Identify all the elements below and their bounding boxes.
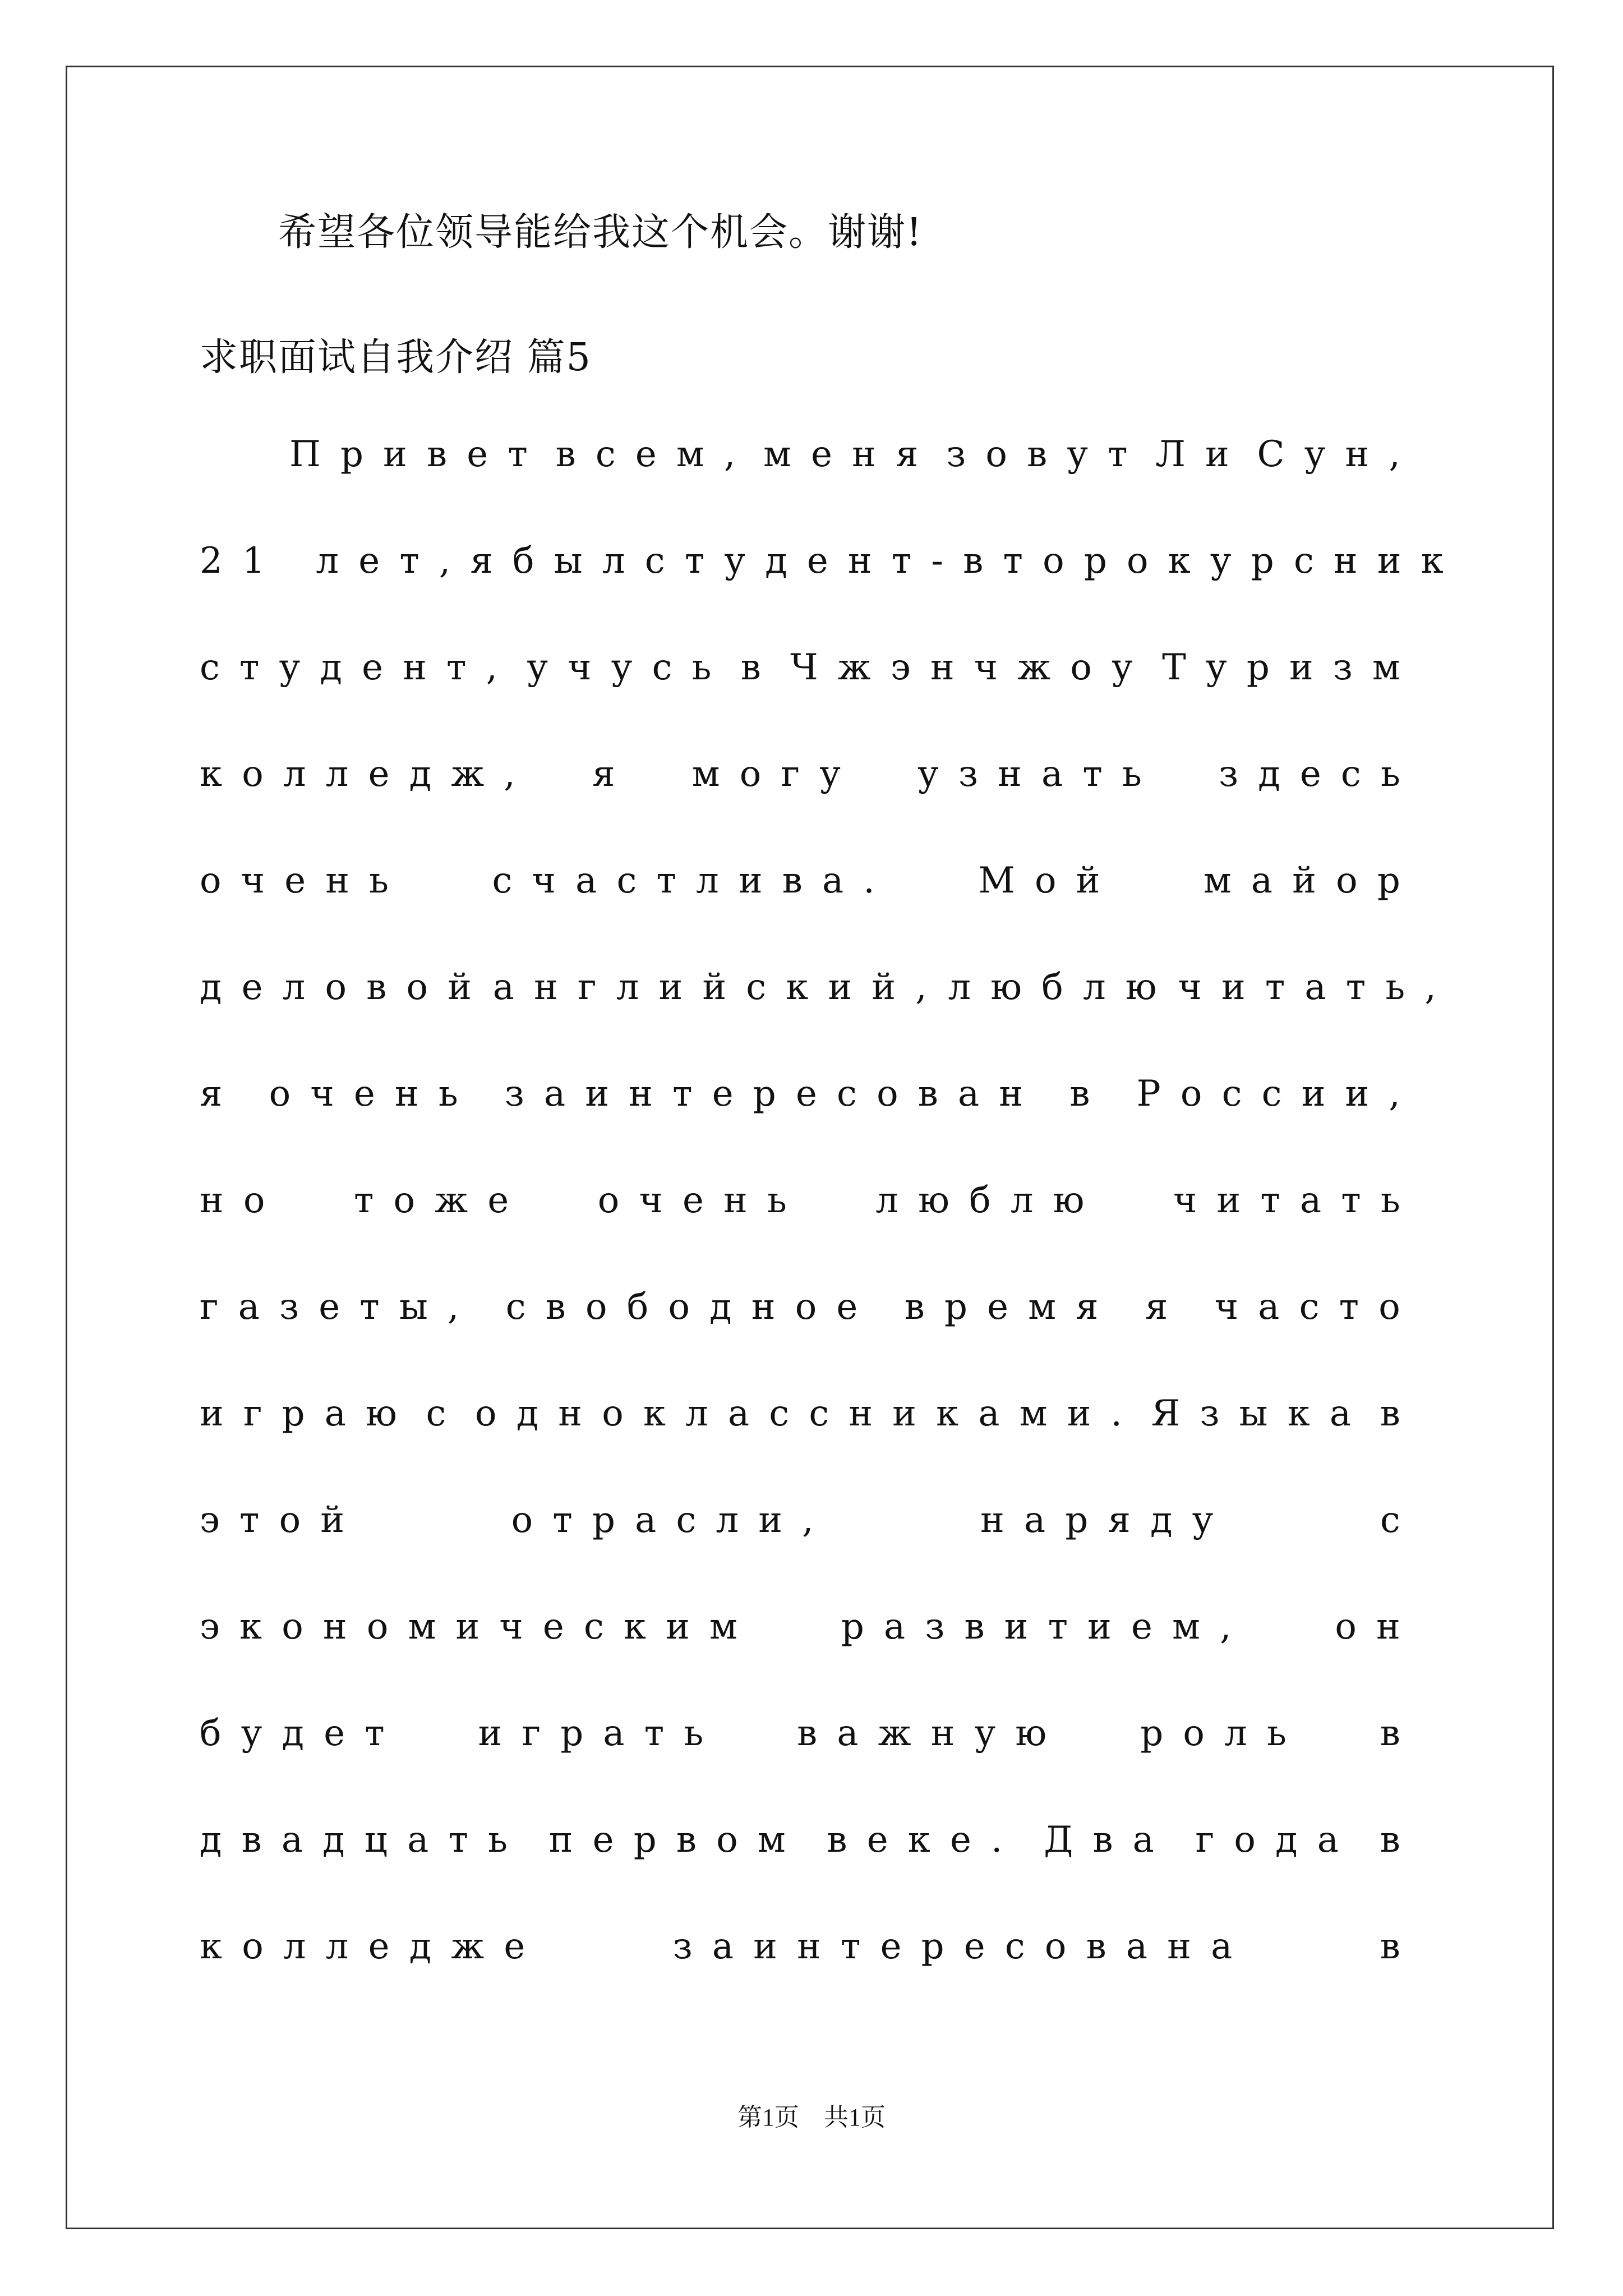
body-word: наряду <box>980 1499 1233 1541</box>
body-word: одноклассниками. <box>475 1393 1142 1434</box>
body-word: газеты, <box>200 1286 479 1328</box>
body-word: Мой <box>978 860 1120 901</box>
body-line <box>200 1918 1420 1975</box>
body-word: Туризм <box>1162 647 1420 688</box>
section-heading: 求职面试自我介绍 篇5 <box>200 335 592 380</box>
body-word: меня <box>763 434 938 475</box>
body-word: был <box>513 540 645 582</box>
body-word: английский, <box>492 967 947 1008</box>
body-word: в <box>1380 1819 1420 1861</box>
body-word: зовут <box>946 434 1147 475</box>
closing-line: 希望各位领导能给我这个机会。谢谢! <box>278 210 923 255</box>
body-word: я <box>592 753 635 795</box>
body-word: Привет <box>289 434 547 475</box>
body-word: я <box>200 1073 242 1115</box>
body-word: люблю <box>875 1180 1104 1221</box>
body-word: колледже <box>200 1926 545 1967</box>
body-line <box>200 1066 1420 1122</box>
body-word: тоже <box>353 1180 529 1221</box>
body-word: года <box>1195 1819 1359 1861</box>
body-word: студент, <box>200 647 518 688</box>
body-word: заинтересован <box>504 1073 1043 1115</box>
body-word: счастлива. <box>492 860 895 901</box>
body-word: с <box>1380 1499 1420 1541</box>
body-line <box>200 533 1463 589</box>
body-line <box>200 1172 1420 1228</box>
body-word: будет <box>200 1713 404 1754</box>
body-line <box>200 1599 1420 1655</box>
body-word: в <box>740 647 781 688</box>
body-line <box>200 1279 1420 1335</box>
body-word: учусь <box>527 647 731 688</box>
body-word: в <box>1380 1393 1420 1434</box>
body-word: очень <box>200 860 409 901</box>
body-line <box>200 1492 1420 1548</box>
body-line <box>200 853 1420 909</box>
body-line <box>200 1705 1420 1761</box>
body-word: двадцать <box>200 1819 528 1861</box>
body-word: важную <box>797 1713 1067 1754</box>
body-word: первом <box>548 1819 805 1861</box>
body-word: очень <box>269 1073 478 1115</box>
body-word: студент-второкурсник <box>644 540 1463 582</box>
body-word: Языка <box>1151 1393 1371 1434</box>
body-word: в <box>1380 1713 1420 1754</box>
body-word: 21 лет, <box>200 540 471 582</box>
body-line <box>200 959 1456 1015</box>
body-word: развитием, <box>841 1606 1251 1648</box>
body-line <box>200 746 1420 802</box>
body-word: отрасли, <box>511 1499 833 1541</box>
body-word: этой <box>200 1499 365 1541</box>
body-word: экономическим <box>200 1606 758 1648</box>
body-word: он <box>1335 1606 1420 1648</box>
body-word: с <box>426 1393 466 1434</box>
body-word: здесь <box>1219 753 1420 795</box>
body-word: России, <box>1136 1073 1420 1115</box>
body-word: очень <box>597 1180 806 1221</box>
body-word: но <box>200 1180 285 1221</box>
body-word: я <box>1145 1286 1188 1328</box>
body-word: играю <box>200 1393 417 1434</box>
body-word: в <box>1380 1926 1420 1967</box>
body-word: Ли <box>1155 434 1249 475</box>
body-word: Чжэнчжоу <box>790 647 1152 688</box>
body-word: часто <box>1214 1286 1420 1328</box>
body-word: свободное <box>505 1286 878 1328</box>
body-word: Сун, <box>1257 434 1420 475</box>
body-word: всем, <box>555 434 755 475</box>
body-word: Два <box>1044 1819 1174 1861</box>
body-word: майор <box>1203 860 1420 901</box>
body-word: люблю <box>948 967 1177 1008</box>
body-word: время <box>904 1286 1118 1328</box>
body-word: заинтересована <box>672 1926 1252 1967</box>
body-word: деловой <box>200 967 492 1008</box>
body-word: узнать <box>917 753 1161 795</box>
body-word: читать <box>1173 1180 1420 1221</box>
body-word: веке. <box>827 1819 1022 1861</box>
body-word: колледж, <box>200 753 535 795</box>
page-footer: 第1页 共1页 <box>737 2104 886 2131</box>
page-border <box>66 66 1554 2229</box>
body-word: роль <box>1140 1713 1306 1754</box>
body-word: в <box>1069 1073 1110 1115</box>
body-word: могу <box>691 753 861 795</box>
body-word: читать, <box>1178 967 1456 1008</box>
body-word: играть <box>478 1713 723 1754</box>
body-line <box>289 426 1420 482</box>
body-line <box>200 1812 1420 1868</box>
body-line <box>200 639 1420 696</box>
body-line <box>200 1386 1420 1442</box>
body-word: я <box>470 540 513 582</box>
